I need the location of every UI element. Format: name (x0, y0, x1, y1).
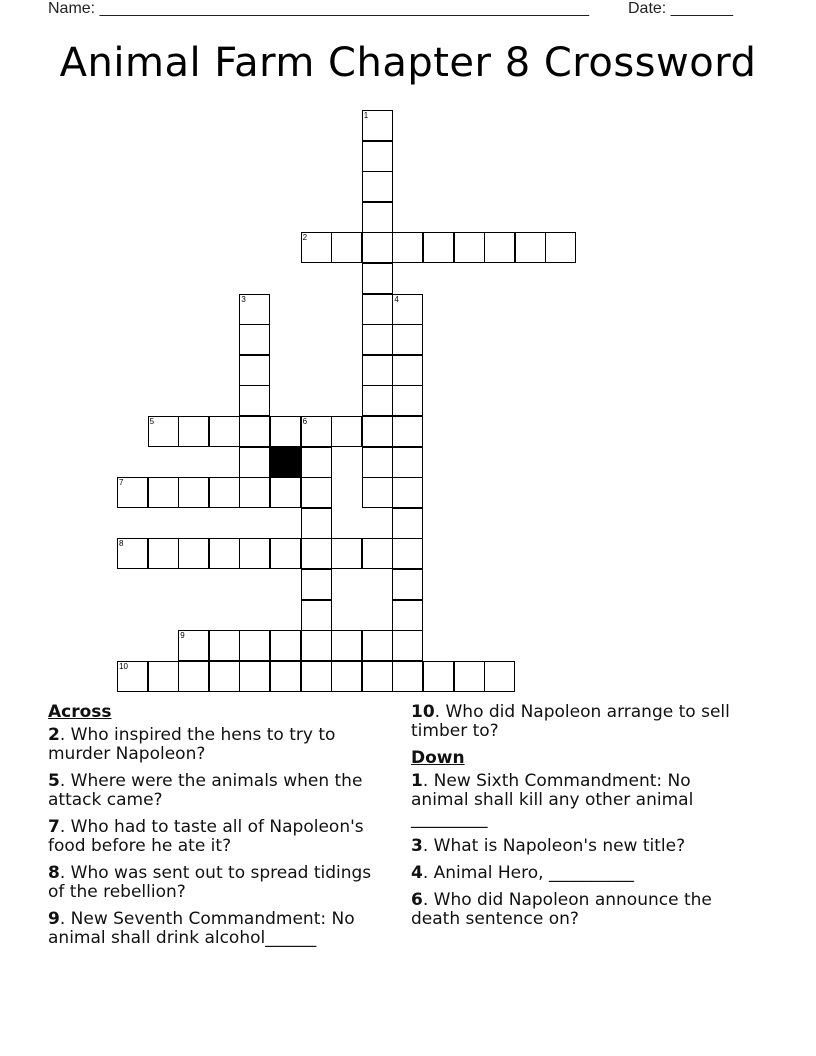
clue-text: What is Napoleon's new title? (433, 836, 686, 856)
grid-cell[interactable] (209, 477, 240, 508)
clue-down-3: 3. What is Napoleon's new title? (411, 836, 686, 856)
grid-cell[interactable] (362, 538, 393, 569)
grid-cell[interactable] (178, 477, 209, 508)
clue-number: 9 (48, 909, 60, 929)
grid-cell[interactable] (423, 232, 454, 263)
clue-number: 1 (411, 771, 423, 791)
grid-cell[interactable] (239, 324, 270, 355)
grid-cell[interactable] (239, 477, 270, 508)
cell-number: 10 (119, 661, 128, 671)
grid-cell[interactable] (148, 477, 179, 508)
cell-number: 8 (119, 539, 124, 549)
clue-across-7: 7. Who had to taste all of Napoleon's food before he ate it? (48, 817, 364, 856)
clue-number: 3 (411, 836, 423, 856)
clue-number: 2 (48, 725, 60, 745)
grid-cell[interactable] (362, 294, 393, 325)
clue-text: Who was sent out to spread tidings of the rebellion? (48, 863, 372, 902)
grid-cell[interactable] (392, 324, 423, 355)
clue-across-5: 5. Where were the animals when the attack came? (48, 771, 363, 810)
grid-cell[interactable] (301, 630, 332, 661)
grid-cell[interactable] (331, 538, 362, 569)
grid-cell[interactable] (239, 385, 270, 416)
grid-cell[interactable] (392, 569, 423, 600)
clue-text: Who did Napoleon arrange to sell timber to? (411, 702, 730, 741)
name-field-label: Name: _______________________________________________________ (48, 0, 589, 17)
grid-cell[interactable] (239, 355, 270, 386)
grid-cell[interactable] (545, 232, 576, 263)
black-square (270, 447, 301, 478)
cell-number: 5 (149, 417, 155, 426)
grid-cell[interactable] (209, 538, 240, 569)
clue-across-9: 9. New Seventh Commandment: No animal shall drink alcohol______ (48, 909, 355, 948)
grid-cell[interactable] (331, 416, 362, 447)
grid-cell[interactable] (392, 538, 423, 569)
clue-number: 6 (411, 890, 423, 910)
grid-cell[interactable] (239, 447, 270, 478)
clue-down-1: 1. New Sixth Commandment: No animal shall kill any other animal _________ (411, 771, 694, 829)
grid-cell[interactable] (331, 630, 362, 661)
grid-cell[interactable] (362, 385, 393, 416)
grid-cell[interactable] (392, 477, 423, 508)
across-heading: Across (48, 702, 112, 722)
clue-text: New Sixth Commandment: No animal shall kill any other animal _________ (411, 771, 694, 829)
grid-cell[interactable] (209, 630, 240, 661)
clue-down-6: 6. Who did Napoleon announce the death sentence on? (411, 890, 712, 929)
grid-cell[interactable] (301, 600, 332, 631)
grid-cell[interactable] (392, 232, 423, 263)
grid-cell[interactable] (117, 661, 148, 692)
down-heading: Down (411, 748, 465, 768)
clue-text: Who inspired the hens to try to murder Napoleon? (48, 725, 336, 764)
clue-text: Who had to taste all of Napoleon's food before he ate it? (48, 817, 364, 856)
clue-down-4: 4. Animal Hero, __________ (411, 863, 634, 883)
clue-across-10: 10. Who did Napoleon arrange to sell timber to? (411, 702, 730, 741)
grid-cell[interactable] (117, 538, 148, 569)
cell-number: 4 (394, 294, 399, 304)
grid-cell[interactable] (392, 661, 423, 692)
grid-cell[interactable] (423, 661, 454, 692)
grid-cell[interactable] (362, 661, 393, 692)
grid-cell[interactable] (392, 416, 423, 447)
grid-cell[interactable] (301, 661, 332, 692)
grid-cell[interactable] (239, 538, 270, 569)
grid-cell[interactable] (178, 661, 209, 692)
grid-cell[interactable] (362, 202, 393, 233)
cell-number: 9 (180, 631, 185, 641)
grid-cell[interactable] (270, 477, 301, 508)
clue-text: Who did Napoleon announce the death sentence on? (411, 890, 712, 929)
grid-cell[interactable] (270, 538, 301, 569)
grid-cell[interactable] (148, 661, 179, 692)
grid-cell[interactable] (331, 661, 362, 692)
grid-cell[interactable] (362, 477, 393, 508)
grid-cell[interactable] (239, 661, 270, 692)
grid-cell[interactable] (362, 232, 393, 263)
cell-number: 3 (241, 294, 246, 304)
grid-cell[interactable] (301, 477, 332, 508)
cell-number: 6 (302, 417, 308, 426)
grid-cell[interactable] (209, 416, 240, 447)
cell-number: 7 (119, 478, 124, 488)
grid-cell[interactable] (392, 447, 423, 478)
grid-cell[interactable] (301, 569, 332, 600)
clues-right-column (411, 703, 746, 937)
grid-cell[interactable] (392, 385, 423, 416)
grid-cell[interactable] (301, 508, 332, 539)
cell-number: 2 (302, 233, 308, 243)
grid-cell[interactable] (270, 630, 301, 661)
grid-cell[interactable] (148, 416, 179, 447)
clue-across-2: 2. Who inspired the hens to try to murder Napoleon? (48, 725, 336, 764)
clue-number: 8 (48, 863, 60, 883)
grid-cell[interactable] (362, 110, 393, 141)
grid-cell[interactable] (239, 416, 270, 447)
grid-cell[interactable] (362, 355, 393, 386)
grid-cell[interactable] (239, 630, 270, 661)
grid-cell[interactable] (362, 263, 393, 294)
page-title: Animal Farm Chapter 8 Crossword (59, 40, 757, 86)
grid-cell[interactable] (484, 661, 515, 692)
clue-number: 10 (411, 702, 435, 722)
grid-cell[interactable] (484, 232, 515, 263)
clue-number: 7 (48, 817, 60, 837)
grid-cell[interactable] (178, 416, 209, 447)
grid-cell[interactable] (362, 141, 393, 172)
grid-cell[interactable] (454, 232, 485, 263)
grid-cell[interactable] (301, 538, 332, 569)
clues-left-column (48, 703, 383, 956)
grid-cell[interactable] (392, 630, 423, 661)
clue-text: Where were the animals when the attack came? (48, 771, 363, 810)
grid-cell[interactable] (301, 447, 332, 478)
clue-across-8: 8. Who was sent out to spread tidings of the rebellion? (48, 863, 372, 902)
date-field-label: Date: _______ (628, 0, 733, 17)
grid-cell[interactable] (515, 232, 546, 263)
grid-cell[interactable] (362, 324, 393, 355)
grid-cell[interactable] (392, 294, 423, 325)
grid-cell[interactable] (270, 661, 301, 692)
clue-text: Animal Hero, __________ (433, 863, 634, 883)
grid-cell[interactable] (178, 630, 209, 661)
clue-number: 4 (411, 863, 423, 883)
grid-cell[interactable] (362, 416, 393, 447)
grid-cell[interactable] (392, 355, 423, 386)
grid-cell[interactable] (117, 477, 148, 508)
grid-cell[interactable] (148, 538, 179, 569)
grid-cell[interactable] (209, 661, 240, 692)
clue-number: 5 (48, 771, 60, 791)
clue-text: New Seventh Commandment: No animal shall drink alcohol______ (48, 909, 355, 948)
grid-cell[interactable] (239, 294, 270, 325)
grid-cell[interactable] (362, 171, 393, 202)
grid-cell[interactable] (362, 630, 393, 661)
grid-cell[interactable] (301, 232, 332, 263)
grid-cell[interactable] (454, 661, 485, 692)
grid-cell[interactable] (392, 508, 423, 539)
grid-cell[interactable] (301, 416, 332, 447)
grid-cell[interactable] (178, 538, 209, 569)
grid-cell[interactable] (392, 600, 423, 631)
cell-number: 1 (363, 111, 369, 120)
grid-cell[interactable] (270, 416, 301, 447)
grid-cell[interactable] (362, 447, 393, 478)
grid-cell[interactable] (331, 232, 362, 263)
